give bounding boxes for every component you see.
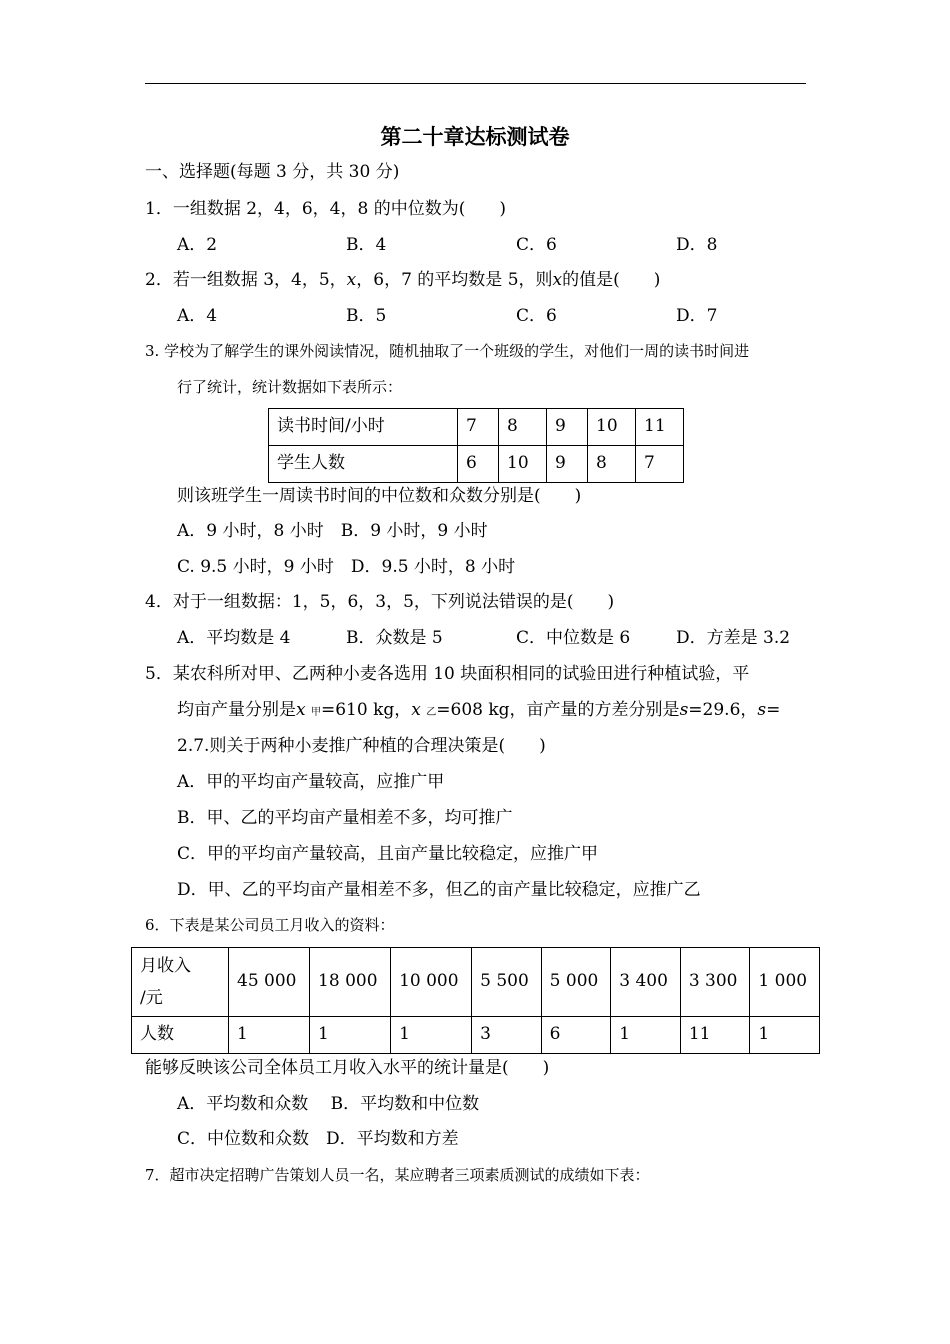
section-heading: 一、选择题(每题 3 分，共 30 分) — [145, 162, 400, 182]
table-cell: 6 — [458, 446, 499, 483]
q2-option-a: A．4 — [177, 306, 218, 326]
q1-option-b: B．4 — [346, 235, 387, 255]
q4-option-c: C．中位数是 6 — [516, 628, 631, 648]
table-cell: 读书时间/小时 — [269, 409, 458, 446]
q4-option-a: A．平均数是 4 — [177, 628, 291, 648]
table-cell: 3 — [472, 1017, 542, 1054]
q4-option-b: B．众数是 5 — [346, 628, 443, 648]
q5-option-c: C．甲的平均亩产量较高，且亩产量比较稳定，应推广甲 — [177, 844, 599, 864]
table-cell: 45 000 — [229, 948, 310, 1017]
page-title: 第二十章达标测试卷 — [380, 124, 570, 149]
q2-option-d: D．7 — [676, 306, 718, 326]
income-table — [131, 947, 820, 1054]
table-cell: 1 — [229, 1017, 310, 1054]
q3-options-row1: A．9 小时，8 小时 B．9 小时，9 小时 — [177, 521, 488, 541]
table-cell: 11 — [636, 409, 684, 446]
table-cell: 人数 — [132, 1017, 229, 1054]
table-cell: 6 — [541, 1017, 611, 1054]
q6-options-row2: C．中位数和众数 D．平均数和方差 — [177, 1129, 459, 1149]
q1-option-a: A．2 — [177, 235, 218, 255]
table-row — [132, 948, 820, 1017]
q5-stem-line3: 2.7.则关于两种小麦推广种植的合理决策是( ) — [177, 736, 546, 756]
q3-stem-line2: 行了统计，统计数据如下表所示： — [177, 378, 403, 396]
q4-option-d: D．方差是 3.2 — [676, 628, 791, 648]
q5-option-a: A．甲的平均亩产量较高，应推广甲 — [177, 772, 445, 792]
q5-option-b: B．甲、乙的平均亩产量相差不多，均可推广 — [177, 808, 513, 828]
q7-stem: 7．超市决定招聘广告策划人员一名，某应聘者三项素质测试的成绩如下表： — [145, 1166, 650, 1184]
q1-option-d: D．8 — [676, 235, 718, 255]
q5-option-d: D．甲、乙的平均亩产量相差不多，但乙的亩产量比较稳定，应推广乙 — [177, 880, 701, 900]
table-row — [269, 409, 684, 446]
q6-question: 能够反映该公司全体员工月收入水平的统计量是( ) — [145, 1058, 550, 1078]
q6-options-row1: A．平均数和众数 B．平均数和中位数 — [177, 1094, 480, 1114]
table-cell: 10 — [588, 409, 636, 446]
table-cell: 7 — [458, 409, 499, 446]
table-cell: 月收入 /元 — [132, 948, 229, 1017]
table-cell: 1 — [391, 1017, 472, 1054]
table-row — [132, 1017, 820, 1054]
table-cell: 3 300 — [680, 948, 750, 1017]
q3-stem-line1: 3. 学校为了解学生的课外阅读情况，随机抽取了一个班级的学生，对他们一周的读书时间进 — [145, 342, 750, 360]
q5-stem-line2: 均亩产量分别是x 甲=610 kg，x 乙=608 kg，亩产量的方差分别是s=29.6，s= — [177, 700, 781, 720]
table-cell: 9 — [547, 409, 588, 446]
q2-stem: 2．若一组数据 3，4，5，x，6，7 的平均数是 5，则x的值是( ) — [145, 270, 661, 290]
header-rule — [145, 83, 806, 84]
table-cell: 5 000 — [541, 948, 611, 1017]
table-cell: 3 400 — [611, 948, 681, 1017]
q1-option-c: C．6 — [516, 235, 557, 255]
q6-stem: 6．下表是某公司员工月收入的资料： — [145, 916, 395, 934]
q1-stem: 1．一组数据 2，4，6，4，8 的中位数为( ) — [145, 199, 506, 219]
q2-option-c: C．6 — [516, 306, 557, 326]
q3-question: 则该班学生一周读书时间的中位数和众数分别是( ) — [177, 486, 582, 506]
table-cell: 10 — [499, 446, 547, 483]
table-row — [269, 446, 684, 483]
table-cell: 11 — [680, 1017, 750, 1054]
table-cell: 1 — [310, 1017, 391, 1054]
table-cell: 1 — [611, 1017, 681, 1054]
q5-stem-line1: 5．某农科所对甲、乙两种小麦各选用 10 块面积相同的试验田进行种植试验，平 — [145, 664, 750, 684]
table-cell: 1 — [750, 1017, 820, 1054]
table-cell: 8 — [499, 409, 547, 446]
q4-stem: 4．对于一组数据：1，5，6，3，5，下列说法错误的是( ) — [145, 592, 615, 612]
table-cell: 7 — [636, 446, 684, 483]
table-cell: 9 — [547, 446, 588, 483]
q3-options-row2: C. 9.5 小时，9 小时 D．9.5 小时，8 小时 — [177, 557, 516, 577]
table-cell: 18 000 — [310, 948, 391, 1017]
table-cell: 8 — [588, 446, 636, 483]
q2-option-b: B．5 — [346, 306, 387, 326]
table-cell: 5 500 — [472, 948, 542, 1017]
reading-time-table — [268, 408, 684, 483]
table-cell: 10 000 — [391, 948, 472, 1017]
table-cell: 学生人数 — [269, 446, 458, 483]
table-cell: 1 000 — [750, 948, 820, 1017]
